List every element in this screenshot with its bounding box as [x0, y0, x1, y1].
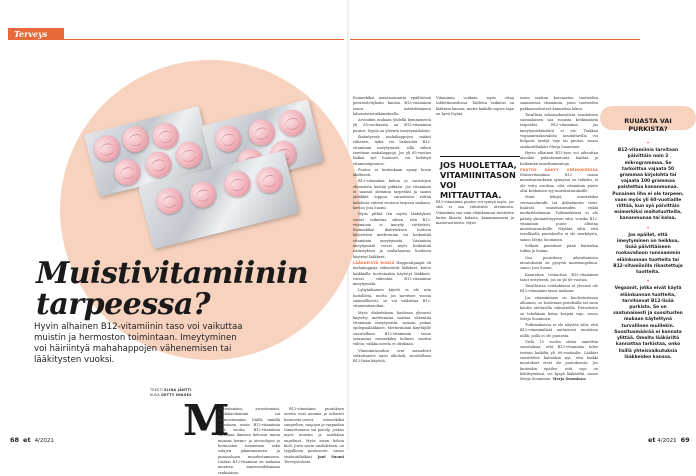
body-paragraph: Vitamiinia voidaan myös ottaa tablettimuodossa. Tabletin vaikutus on lääkärin kanssa, mutta kaikille sopiva tapa on hyvä löytää.	[436, 96, 514, 116]
body-paragraph: Kannattaa testauttaa B12-vitamiinin tasot erityisesti, jos on yli 60-vuotias.	[520, 272, 598, 282]
body-paragraph: Osa puutoksen aiheuttamista muutoksista on pysyviä muistiongelmia, sanoo Joni Suomi.	[520, 255, 598, 271]
article-lead: Hyvin alhainen B12-vitamiinin taso voi vaikuttaa muistin ja hermoston toimintaan. Imeytyminen voi häiriintyä mahahappojen vähenemisen tai lääkitysten vuoksi.	[34, 322, 243, 365]
pill-icon	[120, 123, 152, 155]
star-icon: *	[646, 142, 650, 147]
pill-icon	[150, 120, 182, 152]
left-body-column-2	[284, 407, 344, 464]
body-column-3	[436, 200, 514, 442]
sidebar-item: * Jos epäilet, että imeytyminen on heikkoa, lisää päivittäiseen ruokavalioon runsaammin eläinkunnan tuotteita tai B12-vitamiinilla rikastettuja tuotteita.	[613, 226, 683, 276]
body-paragraph: Vielä 10 vuotta sitten annettiin suosituksia, että B12-vitamiinia tulee testata kaikilta yli 60-vuotiailta. Lääkäri suosittelee kuitenkin nyt, että kaikki muutokset eivät ole puutoksesta. Jos kuitenkin epäilee, että vaje on kehittymässä, voi kysyä lääkäriltä, sanoo Merja Suominen. Merja Suominen	[520, 340, 598, 382]
pill-icon	[246, 117, 278, 149]
body-column-3-top	[436, 96, 514, 152]
pill-icon	[154, 185, 186, 217]
body-paragraph: Puutos ei kuitenkaan synny kovin äkillisesti.	[353, 167, 431, 178]
headline-line-1: Muistivitamiinin	[36, 256, 309, 291]
drop-cap: M	[183, 396, 230, 445]
article-headline	[36, 258, 336, 320]
pill-icon	[91, 133, 123, 165]
pull-quote: JOS HUOLETTAA, VITAMIINITASON VOI MITTAUTTAA.	[440, 160, 520, 200]
body-paragraph: Tavallista sekaruokavaliota noudattava suomalainen saa ruoasta keskimäärin tarpeeksi B12-vitamiinia, jos imeytymishäiriöitä ei ole. Tiukkaa vegaaniruokavaliota noudattavilla voi helposti syntyä vaje tai puutos, sanoo sisätautilääkäri Merja Suominen.	[520, 112, 598, 149]
sidebar-box	[612, 142, 684, 365]
body-paragraph: Hyvin alhainen B12-taso voi aiheuttaa aivoihin palautumatonta haittaa ja heikentää muistitoimintoja.	[520, 150, 598, 166]
folio-right: et 4/2021 69	[648, 436, 690, 444]
pill-icon	[254, 164, 286, 196]
body-paragraph: Esimerkiksi muistisairautta epäiltäessä perusselvityksiin kuuluu B12-vitamiinin tason määrittäminen laboratoriotutkimuksella.	[353, 96, 431, 116]
star-icon: *	[646, 226, 650, 232]
body-paragraph: Ikääntyessä mahahappojen määrä vähenee, mikä voi heikentää B12-vitamiinin imeytymistä, sillä siihen tarvitaan mahahappoja. Jos yli 65-vuotias lisäksi syö huonosti, voi kehittyä vitamiininpuutos.	[353, 135, 431, 166]
sidebar-title: RUUASTA VAI PURKISTA?	[624, 117, 672, 133]
pill-icon	[212, 123, 244, 155]
section-tag: Terveys	[8, 28, 64, 40]
sidebar-item: * Vegaanit, jotka eivät käytä eläinkunnan tuotteita, tarvitsevat B12-lisää purkista. Se on saatunaisesti ja suositusten mukaan käytettynä turvallinen muillekin. Suositusmäärää ei kannata ylittää. Omalta lääkäriltä kannattaa tarkistaa, onko lisillä yhteisvaikutuksia lääkkeiden kanssa.	[613, 280, 683, 360]
section-rule-right	[350, 39, 640, 40]
pill-icon	[173, 139, 205, 171]
pill-icon	[112, 156, 144, 188]
body-paragraph: Arvioiden mukaan yhdellä kymmenestä yli 65-vuotiaasta on B12-vitamiinin puutos. Syynä on yleensä imeytymishäiriö.	[353, 118, 431, 133]
body-paragraph: B12-vitamiinin puutos voi syntyä myös, jos sitä ei saa riittävästi ravinnosta. Vitamiinia saa vain eläinkunnan tuotteista kuten lihasta, kalasta, kananmunasta ja maitotuotteista. Myös	[436, 200, 514, 226]
body-column-2	[353, 96, 431, 442]
body-paragraph: Jos vitamiinitaso on huolestuttavan alhainen, se hoidetaan pistoksilla tai suun kautta otettavilla valmisteilla. Pistoshoito on tehokkain keino korjata vaje, sanoo Merja Suominen.	[520, 295, 598, 321]
left-body-column-1	[218, 407, 280, 475]
body-paragraph: LÄÄKKEISTÄ RISKIÄ Happosalpaajat eli mahahappoja vähentävät lääkkeet, kuten kaikkialla tuotteinakin käytetyt lääkkeet, voivat vähentää B12-vitamiinin imeytymistä.	[353, 260, 431, 287]
section-rule-left	[64, 39, 344, 40]
body-paragraph: PUUTOS NÄKYY VERIKOKEESSA Muistivitamiinia B12 osana muistisairauksien synnyssä on tutkittu, ei ole voitu osoittaa, että vitamiinin puute olisi keskeinen syy muistisairauksille.	[520, 167, 598, 194]
pill-icon	[187, 179, 219, 211]
folio-left: 68 et 4/2021	[10, 436, 54, 444]
pill-icon	[143, 149, 175, 181]
body-paragraph: Tavallisissa verikokeissa ei yleensä ole B12-vitamiinin tasoa mukana.	[520, 284, 598, 294]
subhead: PUUTOS NÄKYY VERIKOKEESSA	[520, 167, 598, 172]
body-paragraph: usein mattoa korvaavien tuotteiden saamisessa vitamiinia, joten tuotteiden pakkausselosteet kannattaa lukea.	[520, 96, 598, 111]
pill-icon	[222, 168, 254, 200]
star-icon: *	[646, 280, 650, 286]
pill-icon	[276, 107, 308, 139]
subhead: LÄÄKKEISTÄ RISKIÄ	[353, 260, 395, 265]
headline-line-2: tarpeessa?	[36, 287, 211, 322]
body-paragraph: Myös pitkät (tai myös) lääkitykset voivat vaikuttaa siihen, että B12-vitamiinia ei imeydy riittävästi. Esimerkiksi diabeteksen hoitoon käytettävä metformiini voi heikentää vitamiinin imeytymistä. Vitamiinin imeytymistä voivat myös heikentää närästyksen ja mahahaavan hoidossa käytetyt lääkkeet.	[353, 212, 431, 259]
body-paragraph: uistivitamiini, aivovitamiini, mielialavitamiini tai hermovitamiini. Näillä nimillä kutsutaan usein B12-vitamiinia eikä suotta. B12-vitamiinia tarvitaan ihmisen kehossa muun muassa hermo- ja aivosolujen ja hermoston toimintaan sekä solujen jakautumiseen ja punasolujen muodostumiseen. Lisäksi B12-vitamiini on mukana monissa aineenvaihdunnan reaktioissa.	[218, 407, 280, 475]
body-paragraph: Selkeät puutokset pitää kuitenkin tutkia ja hoitaa.	[520, 244, 598, 254]
body-paragraph: Myös diabeteksen hoidossa yleisesti käytetty metformiini saattaa vähentää vitamiinin imeytymistä, samoin joskus epilepsialääkkeet. Metformiinin käyttäjille suositellaan B12-vitamiinin tason seurantaa esimerkiksi kolmen vuoden välein, vaikka oireita ei olisikaan.	[353, 310, 431, 347]
body-paragraph: B12-vitamiinin puutoksen oireita ovat anemia ja erilaiset hermosto-oireet, esimerkiksi suupielten, raajojen ja varpaiden tunnottomuus tai pistely, joskus myös muistin ja mielialan ongelmat. Myös aivan kehon kieli, josta usein unohdetaan, on tyypillinen puutosoire, sanoo sisätautilääkäri Joni Suomi Terveystalosta.	[284, 407, 344, 464]
body-paragraph: Vitamiinitasoihin ovat saraudesti vaikuttaneet myös alkoholi, suositellaan B12-lisän käyttöä.	[353, 348, 431, 364]
pull-quote-rule	[440, 156, 520, 157]
credit-text: TEKSTI ELINA JÄNTTI	[150, 388, 192, 392]
sidebar-item: * B12-vitamiinia tarvitaan päivittäin noin 2 mikrogrammaa. Se tarkoittaa vajaata 50 grammaa kirjolohta tai vajaata 100 grammaa paistettua kananmunaa. Punainen liha ei ole tarpeen, vaan myös yli 60-vuotiaille riittää, kun syö päivittäin esimerkiksi maitotuotteita, kananmunaa tai kalaa.	[612, 142, 684, 222]
body-paragraph: B12-vitamiinia kehon ja varastojen elimistöön kestää pitkään. Jos vitamiinia ei saamat alemmin tarpeeksi ja saanti yhtäkkiä loppuu, varastoista riittää kahdesta viiteen vuoteen tarpeen mukaan, kertoo Joni Suomi.	[353, 179, 431, 210]
credit-photo: KUVA GETTY IMAGES	[150, 393, 192, 397]
body-paragraph: Tutkimuksissa ei ole näyttöä siitä, että B12-vitamiinilisät auttaisivat muistissa niillä, joilla ei ole puutosta.	[520, 323, 598, 338]
body-paragraph: Lyhytaikainen käyttö ei ole niin haitallista, mutta jos tarvitsee vuosia säännöllisesti, se voi vaikuttaa B12-vitamiinitasoihin.	[353, 288, 431, 309]
body-paragraph: Muut tekijät, esimerkiksi verisuonitaudit tai Alzheimerin tauti, lisäävät muistisairauden riskiä merkittävämmin. Tutkimuksissa ei ole päästy yksimielisyyteen siitä, voisiko B12-vitamiinin puute altistaa muistisairauksille. Näyttää siltä, että tavallisella puutoksella ei ole merkitystä, sanoo Merja Suominen.	[520, 195, 598, 242]
body-column-4	[520, 96, 598, 442]
